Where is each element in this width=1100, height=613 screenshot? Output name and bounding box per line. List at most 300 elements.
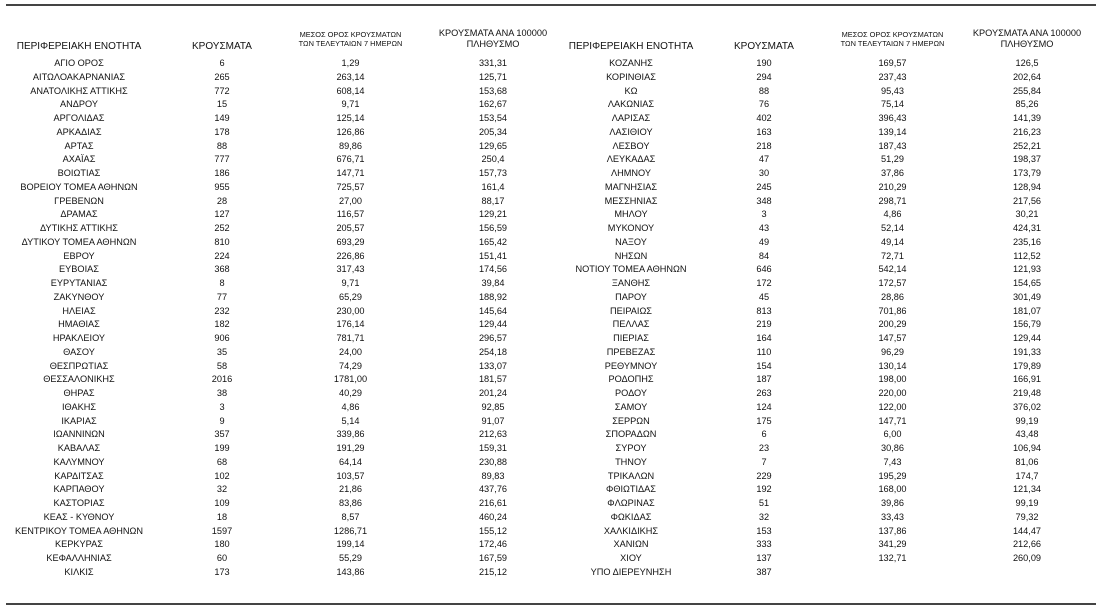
right-avg7-cell: 168,00	[878, 484, 907, 495]
right-per100k-cell: 376,02	[1012, 401, 1042, 412]
right-cases-cell: 192	[756, 484, 772, 495]
left-region-cell: ΒΟΙΩΤΙΑΣ	[57, 168, 101, 178]
table-row	[0, 126, 1100, 140]
right-cases-cell: 30	[758, 168, 770, 178]
left-per100k-cell: 172,46	[478, 539, 508, 550]
left-cases-cell: 955	[214, 181, 230, 192]
right-cases-cell: 175	[756, 415, 772, 426]
left-cases-cell: 1597	[211, 525, 233, 536]
right-cases-cell: 6	[761, 429, 767, 440]
left-region-cell: ΚΕΑΣ - ΚΥΘΝΟΥ	[43, 511, 115, 522]
table-row	[0, 360, 1100, 374]
left-region-cell: ΙΚΑΡΙΑΣ	[61, 415, 97, 426]
left-cases-cell: 232	[214, 305, 230, 316]
left-avg7-cell: 191,29	[336, 443, 365, 453]
header-cases-right: ΚΡΟΥΣΜΑΤΑ	[734, 41, 794, 52]
right-per100k-cell: 99,19	[1015, 498, 1039, 508]
right-cases-cell: 3	[761, 209, 767, 220]
left-cases-cell: 3	[219, 401, 225, 412]
left-avg7-cell: 21,86	[339, 484, 362, 495]
left-avg7-cell: 226,86	[336, 250, 365, 261]
header-region-left: ΠΕΡΙΦΕΡΕΙΑΚΗ ΕΝΟΤΗΤΑ	[16, 41, 142, 52]
right-region-cell: ΠΑΡΟΥ	[615, 291, 647, 302]
left-region-cell: ΚΑΛΥΜΝΟΥ	[53, 456, 105, 467]
right-cases-cell: 76	[758, 99, 770, 110]
right-avg7-cell: 49,14	[881, 236, 904, 247]
table-row	[0, 511, 1100, 525]
table-row	[0, 566, 1100, 580]
left-avg7-cell: 126,86	[336, 126, 365, 137]
table-row	[0, 112, 1100, 126]
left-region-cell: ΘΑΣΟΥ	[63, 346, 95, 357]
table-row	[0, 153, 1100, 167]
table-row	[0, 373, 1100, 387]
left-region-cell: ΑΙΤΩΛΟΑΚΑΡΝΑΝΙΑΣ	[32, 71, 126, 82]
right-region-cell: ΠΕΛΛΑΣ	[612, 319, 650, 330]
right-region-cell: ΣΠΟΡΑΔΩΝ	[605, 429, 657, 440]
table-row	[0, 208, 1100, 222]
left-region-cell: ΑΡΚΑΔΙΑΣ	[56, 126, 102, 137]
left-per100k-cell: 133,07	[478, 360, 508, 371]
right-region-cell: ΡΕΘΥΜΝΟΥ	[604, 360, 658, 371]
right-per100k-cell: 301,49	[1012, 291, 1042, 302]
left-region-cell: ΑΡΓΟΛΙΔΑΣ	[53, 113, 105, 123]
header-region-right: ΠΕΡΙΦΕΡΕΙΑΚΗ ΕΝΟΤΗΤΑ	[568, 41, 694, 52]
table-row	[0, 387, 1100, 401]
left-avg7-cell: 4,86	[341, 401, 360, 412]
table-row	[0, 346, 1100, 360]
right-cases-cell: 294	[756, 71, 772, 82]
left-cases-cell: 149	[214, 113, 230, 123]
left-per100k-cell: 181,57	[478, 374, 508, 385]
right-avg7-cell: 701,86	[878, 305, 907, 316]
left-per100k-cell: 331,31	[478, 58, 508, 68]
right-region-cell: ΦΛΩΡΙΝΑΣ	[607, 498, 655, 508]
right-avg7-cell: 96,29	[881, 346, 904, 357]
left-per100k-cell: 92,85	[481, 401, 505, 412]
right-region-cell: ΜΑΓΝΗΣΙΑΣ	[604, 181, 658, 192]
left-avg7-cell: 9,71	[341, 278, 360, 288]
left-avg7-cell: 143,86	[336, 566, 365, 577]
right-region-cell: ΛΑΡΙΣΑΣ	[611, 113, 651, 123]
left-avg7-cell: 64,14	[339, 456, 362, 467]
table-row	[0, 263, 1100, 277]
right-per100k-cell: 81,06	[1015, 456, 1039, 467]
left-region-cell: ΓΡΕΒΕΝΩΝ	[54, 195, 104, 206]
left-per100k-cell: 230,88	[478, 456, 508, 467]
left-cases-cell: 127	[214, 209, 230, 220]
left-avg7-cell: 125,14	[336, 113, 365, 123]
right-avg7-cell: 7,43	[883, 456, 902, 467]
left-per100k-cell: 161,4	[481, 181, 505, 192]
right-region-cell: ΝΟΤΙΟΥ ΤΟΜΕΑ ΑΘΗΝΩΝ	[575, 264, 687, 275]
left-cases-cell: 88	[216, 140, 228, 151]
right-avg7-cell: 137,86	[878, 525, 907, 536]
left-region-cell: ΔΥΤΙΚΟΥ ΤΟΜΕΑ ΑΘΗΝΩΝ	[21, 236, 137, 247]
table-row	[0, 222, 1100, 236]
right-per100k-cell: 235,16	[1012, 236, 1042, 247]
left-region-cell: ΕΥΡΥΤΑΝΙΑΣ	[50, 278, 108, 288]
table-row	[0, 456, 1100, 470]
right-avg7-cell: 147,71	[878, 415, 907, 426]
left-per100k-cell: 151,41	[478, 250, 508, 261]
right-avg7-cell: 37,86	[881, 168, 904, 178]
table-row	[0, 140, 1100, 154]
left-region-cell: ΗΡΑΚΛΕΙΟΥ	[52, 333, 106, 343]
right-per100k-cell: 166,91	[1012, 374, 1042, 385]
right-cases-cell: 51	[758, 498, 770, 508]
header-cases-left: ΚΡΟΥΣΜΑΤΑ	[192, 41, 252, 52]
left-avg7-cell: 608,14	[336, 85, 365, 96]
right-region-cell: ΜΕΣΣΗΝΙΑΣ	[604, 195, 658, 206]
right-per100k-cell: 121,34	[1012, 484, 1042, 495]
right-region-cell: ΛΕΥΚΑΔΑΣ	[606, 154, 656, 165]
right-per100k-cell: 144,47	[1012, 525, 1042, 536]
right-avg7-cell: 75,14	[881, 99, 904, 110]
right-region-cell: ΠΡΕΒΕΖΑΣ	[606, 346, 656, 357]
header-per100k-line2: ΠΛΗΘΥΣΜΟ	[1000, 38, 1054, 49]
left-per100k-cell: 153,54	[478, 113, 508, 123]
left-region-cell: ΗΛΕΙΑΣ	[62, 305, 96, 316]
table-row	[0, 181, 1100, 195]
right-per100k-cell: 252,21	[1012, 140, 1042, 151]
left-region-cell: ΚΕΝΤΡΙΚΟΥ ΤΟΜΕΑ ΑΘΗΝΩΝ	[14, 525, 144, 536]
table-row	[0, 98, 1100, 112]
table-row	[0, 442, 1100, 456]
left-cases-cell: 6	[219, 58, 225, 68]
table-row	[0, 318, 1100, 332]
left-avg7-cell: 89,86	[339, 140, 362, 151]
left-region-cell: ΔΡΑΜΑΣ	[60, 209, 98, 220]
table-row	[0, 85, 1100, 99]
left-avg7-cell: 176,14	[336, 319, 365, 330]
left-avg7-cell: 1286,71	[333, 525, 368, 536]
right-avg7-cell: 220,00	[878, 388, 907, 398]
right-per100k-cell: 255,84	[1012, 85, 1042, 96]
right-cases-cell: 47	[758, 154, 770, 165]
left-cases-cell: 9	[219, 415, 225, 426]
right-avg7-cell: 198,00	[878, 374, 907, 385]
left-avg7-cell: 725,57	[336, 181, 365, 192]
right-avg7-cell: 195,29	[878, 470, 907, 481]
right-cases-cell: 646	[756, 264, 772, 275]
right-cases-cell: 124	[756, 401, 772, 412]
left-cases-cell: 68	[216, 456, 228, 467]
left-region-cell: ΒΟΡΕΙΟΥ ΤΟΜΕΑ ΑΘΗΝΩΝ	[20, 181, 138, 192]
left-region-cell: ΘΗΡΑΣ	[63, 388, 95, 398]
left-per100k-cell: 167,59	[478, 553, 508, 563]
left-region-cell: ΚΕΦΑΛΛΗΝΙΑΣ	[46, 553, 112, 563]
right-per100k-cell: 79,32	[1015, 511, 1039, 522]
top-rule	[6, 4, 1096, 6]
left-region-cell: ΚΕΡΚΥΡΑΣ	[55, 539, 103, 550]
right-avg7-cell: 51,29	[881, 154, 904, 165]
left-region-cell: ΑΓΙΟ ΟΡΟΣ	[54, 58, 104, 68]
left-per100k-cell: 153,68	[478, 85, 508, 96]
right-avg7-cell: 28,86	[881, 291, 904, 302]
left-per100k-cell: 89,83	[481, 470, 505, 481]
table-row	[0, 195, 1100, 209]
right-region-cell: ΤΗΝΟΥ	[615, 456, 647, 467]
left-region-cell: ΗΜΑΘΙΑΣ	[58, 319, 100, 330]
left-per100k-cell: 39,84	[481, 278, 505, 288]
right-region-cell: ΦΩΚΙΔΑΣ	[610, 511, 652, 522]
left-avg7-cell: 199,14	[336, 539, 365, 550]
right-cases-cell: 154	[756, 360, 772, 371]
left-region-cell: ΚΑΣΤΟΡΙΑΣ	[53, 498, 105, 508]
table-row	[0, 277, 1100, 291]
right-avg7-cell: 542,14	[878, 264, 907, 275]
left-per100k-cell: 88,17	[481, 195, 505, 206]
left-cases-cell: 35	[216, 346, 228, 357]
right-per100k-cell: 30,21	[1015, 209, 1039, 220]
right-cases-cell: 153	[756, 525, 772, 536]
right-per100k-cell: 43,48	[1015, 429, 1039, 440]
right-per100k-cell: 128,94	[1012, 181, 1042, 192]
table-row	[0, 250, 1100, 264]
right-region-cell: ΠΕΙΡΑΙΩΣ	[610, 305, 652, 316]
right-cases-cell: 245	[756, 181, 772, 192]
right-cases-cell: 164	[756, 333, 772, 343]
right-region-cell: ΧΑΛΚΙΔΙΚΗΣ	[603, 525, 659, 536]
left-cases-cell: 77	[216, 291, 228, 302]
table-row	[0, 57, 1100, 71]
left-avg7-cell: 1781,00	[333, 374, 368, 385]
left-avg7-cell: 65,29	[339, 291, 362, 302]
left-per100k-cell: 162,67	[478, 99, 508, 110]
right-cases-cell: 263	[756, 388, 772, 398]
right-region-cell: ΧΙΟΥ	[620, 553, 642, 563]
right-per100k-cell: 85,26	[1015, 99, 1039, 110]
right-cases-cell: 333	[756, 539, 772, 550]
left-avg7-cell: 339,86	[336, 429, 365, 440]
left-cases-cell: 265	[214, 71, 230, 82]
right-cases-cell: 387	[756, 566, 772, 577]
left-cases-cell: 224	[214, 250, 230, 261]
right-per100k-cell: 260,09	[1012, 553, 1042, 563]
right-per100k-cell: 198,37	[1012, 154, 1042, 165]
left-avg7-cell: 317,43	[336, 264, 365, 275]
right-avg7-cell: 4,86	[883, 209, 902, 220]
left-per100k-cell: 437,76	[478, 484, 508, 495]
table-row	[0, 236, 1100, 250]
table-row	[0, 497, 1100, 511]
left-avg7-cell: 83,86	[339, 498, 362, 508]
header-avg7-line1: ΜΕΣΟΣ ΟΡΟΣ ΚΡΟΥΣΜΑΤΩΝ	[841, 30, 944, 39]
header-per100k-line2: ΠΛΗΘΥΣΜΟ	[466, 38, 520, 49]
right-per100k-cell: 212,66	[1012, 539, 1042, 550]
left-cases-cell: 28	[216, 195, 228, 206]
left-cases-cell: 182	[214, 319, 230, 330]
right-per100k-cell: 156,79	[1012, 319, 1042, 330]
table-row	[0, 401, 1100, 415]
left-avg7-cell: 693,29	[336, 236, 365, 247]
left-avg7-cell: 1,29	[341, 58, 360, 68]
left-region-cell: ΑΡΤΑΣ	[64, 140, 94, 151]
right-region-cell: ΝΗΣΩΝ	[614, 250, 648, 261]
right-avg7-cell: 172,57	[878, 278, 907, 288]
left-cases-cell: 810	[214, 236, 230, 247]
right-region-cell: ΛΕΣΒΟΥ	[612, 140, 650, 151]
right-avg7-cell: 169,57	[878, 58, 907, 68]
left-per100k-cell: 460,24	[478, 511, 508, 522]
left-per100k-cell: 201,24	[478, 388, 508, 398]
right-region-cell: ΥΠΟ ΔΙΕΡΕΥΝΗΣΗ	[590, 566, 672, 577]
right-region-cell: ΣΕΡΡΩΝ	[612, 415, 650, 426]
right-per100k-cell: 424,31	[1012, 223, 1042, 233]
right-region-cell: ΠΙΕΡΙΑΣ	[613, 333, 649, 343]
right-per100k-cell: 129,44	[1012, 333, 1042, 343]
right-avg7-cell: 341,29	[878, 539, 907, 550]
right-region-cell: ΚΟΡΙΝΘΙΑΣ	[606, 71, 656, 82]
left-per100k-cell: 250,4	[481, 154, 505, 165]
right-avg7-cell: 132,71	[878, 553, 907, 563]
table-row	[0, 305, 1100, 319]
header-per100k-line1: ΚΡΟΥΣΜΑΤΑ ΑΝΑ 100000	[438, 28, 548, 38]
bottom-rule	[6, 603, 1096, 605]
right-avg7-cell: 396,43	[878, 113, 907, 123]
left-per100k-cell: 174,56	[478, 264, 508, 275]
right-per100k-cell: 202,64	[1012, 71, 1042, 82]
table-row	[0, 291, 1100, 305]
left-per100k-cell: 125,71	[478, 71, 508, 82]
right-region-cell: ΝΑΞΟΥ	[615, 236, 647, 247]
header-avg7-line2: ΤΩΝ ΤΕΛΕΥΤΑΙΩΝ 7 ΗΜΕΡΩΝ	[298, 38, 403, 48]
left-per100k-cell: 159,31	[478, 443, 508, 453]
left-per100k-cell: 156,59	[478, 223, 508, 233]
left-region-cell: ΙΘΑΚΗΣ	[61, 401, 97, 412]
right-cases-cell: 49	[758, 236, 770, 247]
left-cases-cell: 18	[216, 511, 228, 522]
left-region-cell: ΚΑΒΑΛΑΣ	[57, 443, 101, 453]
right-region-cell: ΛΑΣΙΘΙΟΥ	[609, 126, 653, 137]
right-region-cell: ΞΑΝΘΗΣ	[611, 278, 651, 288]
left-cases-cell: 60	[216, 553, 228, 563]
right-region-cell: ΛΗΜΝΟΥ	[610, 168, 652, 178]
left-avg7-cell: 24,00	[339, 346, 362, 357]
table-row	[0, 428, 1100, 442]
left-per100k-cell: 212,63	[478, 429, 508, 440]
header-avg7-line1: ΜΕΣΟΣ ΟΡΟΣ ΚΡΟΥΣΜΑΤΩΝ	[299, 30, 402, 39]
left-per100k-cell: 157,73	[478, 168, 508, 178]
left-cases-cell: 173	[214, 566, 230, 577]
right-cases-cell: 348	[756, 195, 772, 206]
table-row	[0, 71, 1100, 85]
left-region-cell: ΕΥΒΟΙΑΣ	[59, 264, 99, 275]
right-cases-cell: 813	[756, 305, 772, 316]
left-avg7-cell: 147,71	[336, 168, 365, 178]
left-cases-cell: 777	[214, 154, 230, 165]
right-region-cell: ΣΥΡΟΥ	[615, 443, 647, 453]
left-avg7-cell: 205,57	[336, 223, 365, 233]
right-per100k-cell: 112,52	[1013, 250, 1041, 261]
right-per100k-cell: 154,65	[1012, 278, 1042, 288]
left-cases-cell: 772	[214, 85, 230, 96]
right-avg7-cell: 72,71	[881, 250, 904, 261]
right-region-cell: ΜΗΛΟΥ	[614, 209, 648, 220]
right-per100k-cell: 99,19	[1015, 415, 1039, 426]
left-avg7-cell: 676,71	[336, 154, 365, 165]
right-avg7-cell: 130,14	[878, 360, 907, 371]
right-avg7-cell: 30,86	[881, 443, 904, 453]
left-cases-cell: 32	[216, 484, 228, 495]
right-per100k-cell: 191,33	[1012, 346, 1042, 357]
table-body	[0, 57, 1100, 580]
left-cases-cell: 357	[214, 429, 230, 440]
right-cases-cell: 190	[756, 58, 772, 68]
left-cases-cell: 2016	[211, 374, 233, 385]
left-avg7-cell: 40,29	[339, 388, 362, 398]
left-per100k-cell: 296,57	[478, 333, 508, 343]
table-row	[0, 167, 1100, 181]
left-cases-cell: 58	[216, 360, 228, 371]
right-avg7-cell: 237,43	[878, 71, 907, 82]
left-avg7-cell: 8,57	[341, 511, 360, 522]
left-cases-cell: 186	[214, 168, 230, 178]
left-avg7-cell: 103,57	[336, 470, 365, 481]
right-per100k-cell: 174,7	[1015, 470, 1039, 481]
left-avg7-cell: 9,71	[341, 99, 360, 110]
left-avg7-cell: 781,71	[336, 333, 365, 343]
left-cases-cell: 15	[216, 99, 228, 110]
table-row	[0, 525, 1100, 539]
header-avg7-right	[825, 31, 960, 48]
header-per100k-right	[962, 28, 1092, 49]
right-cases-cell: 110	[756, 346, 772, 357]
right-region-cell: ΦΘΙΩΤΙΔΑΣ	[605, 484, 656, 495]
right-avg7-cell: 52,14	[881, 223, 904, 233]
right-cases-cell: 218	[756, 140, 772, 151]
right-cases-cell: 187	[756, 374, 772, 385]
right-per100k-cell: 179,89	[1012, 360, 1042, 371]
right-cases-cell: 88	[758, 85, 770, 96]
left-cases-cell: 906	[214, 333, 230, 343]
right-cases-cell: 32	[758, 511, 770, 522]
right-region-cell: ΜΥΚΟΝΟΥ	[607, 223, 655, 233]
right-region-cell: ΚΟΖΑΝΗΣ	[609, 58, 653, 68]
right-region-cell: ΡΟΔΟΠΗΣ	[608, 374, 654, 385]
right-cases-cell: 43	[758, 223, 770, 233]
right-cases-cell: 219	[756, 319, 772, 330]
left-region-cell: ΖΑΚΥΝΘΟΥ	[53, 291, 105, 302]
left-region-cell: ΚΑΡΠΑΘΟΥ	[53, 484, 105, 495]
right-per100k-cell: 141,39	[1012, 113, 1042, 123]
right-avg7-cell: 298,71	[878, 195, 907, 206]
left-region-cell: ΘΕΣΣΑΛΟΝΙΚΗΣ	[43, 374, 115, 385]
left-cases-cell: 199	[214, 443, 230, 453]
right-cases-cell: 163	[756, 126, 772, 137]
right-avg7-cell: 122,00	[878, 401, 907, 412]
right-cases-cell: 172	[756, 278, 772, 288]
right-avg7-cell: 33,43	[881, 511, 904, 522]
left-avg7-cell: 55,29	[339, 553, 362, 563]
table-row	[0, 415, 1100, 429]
right-cases-cell: 23	[758, 443, 770, 453]
left-per100k-cell: 155,12	[478, 525, 508, 536]
header-avg7-left	[283, 31, 418, 48]
left-per100k-cell: 215,12	[478, 566, 508, 577]
header-per100k-line1: ΚΡΟΥΣΜΑΤΑ ΑΝΑ 100000	[972, 28, 1082, 38]
left-region-cell: ΙΩΑΝΝΙΝΩΝ	[53, 429, 105, 440]
left-region-cell: ΑΝΔΡΟΥ	[59, 99, 98, 110]
right-per100k-cell: 219,48	[1012, 388, 1042, 398]
left-cases-cell: 180	[214, 539, 230, 550]
right-avg7-cell: 200,29	[878, 319, 907, 330]
left-per100k-cell: 216,61	[478, 498, 508, 508]
right-region-cell: ΧΑΝΙΩΝ	[613, 539, 649, 550]
right-cases-cell: 84	[758, 250, 770, 261]
left-cases-cell: 252	[214, 223, 230, 233]
